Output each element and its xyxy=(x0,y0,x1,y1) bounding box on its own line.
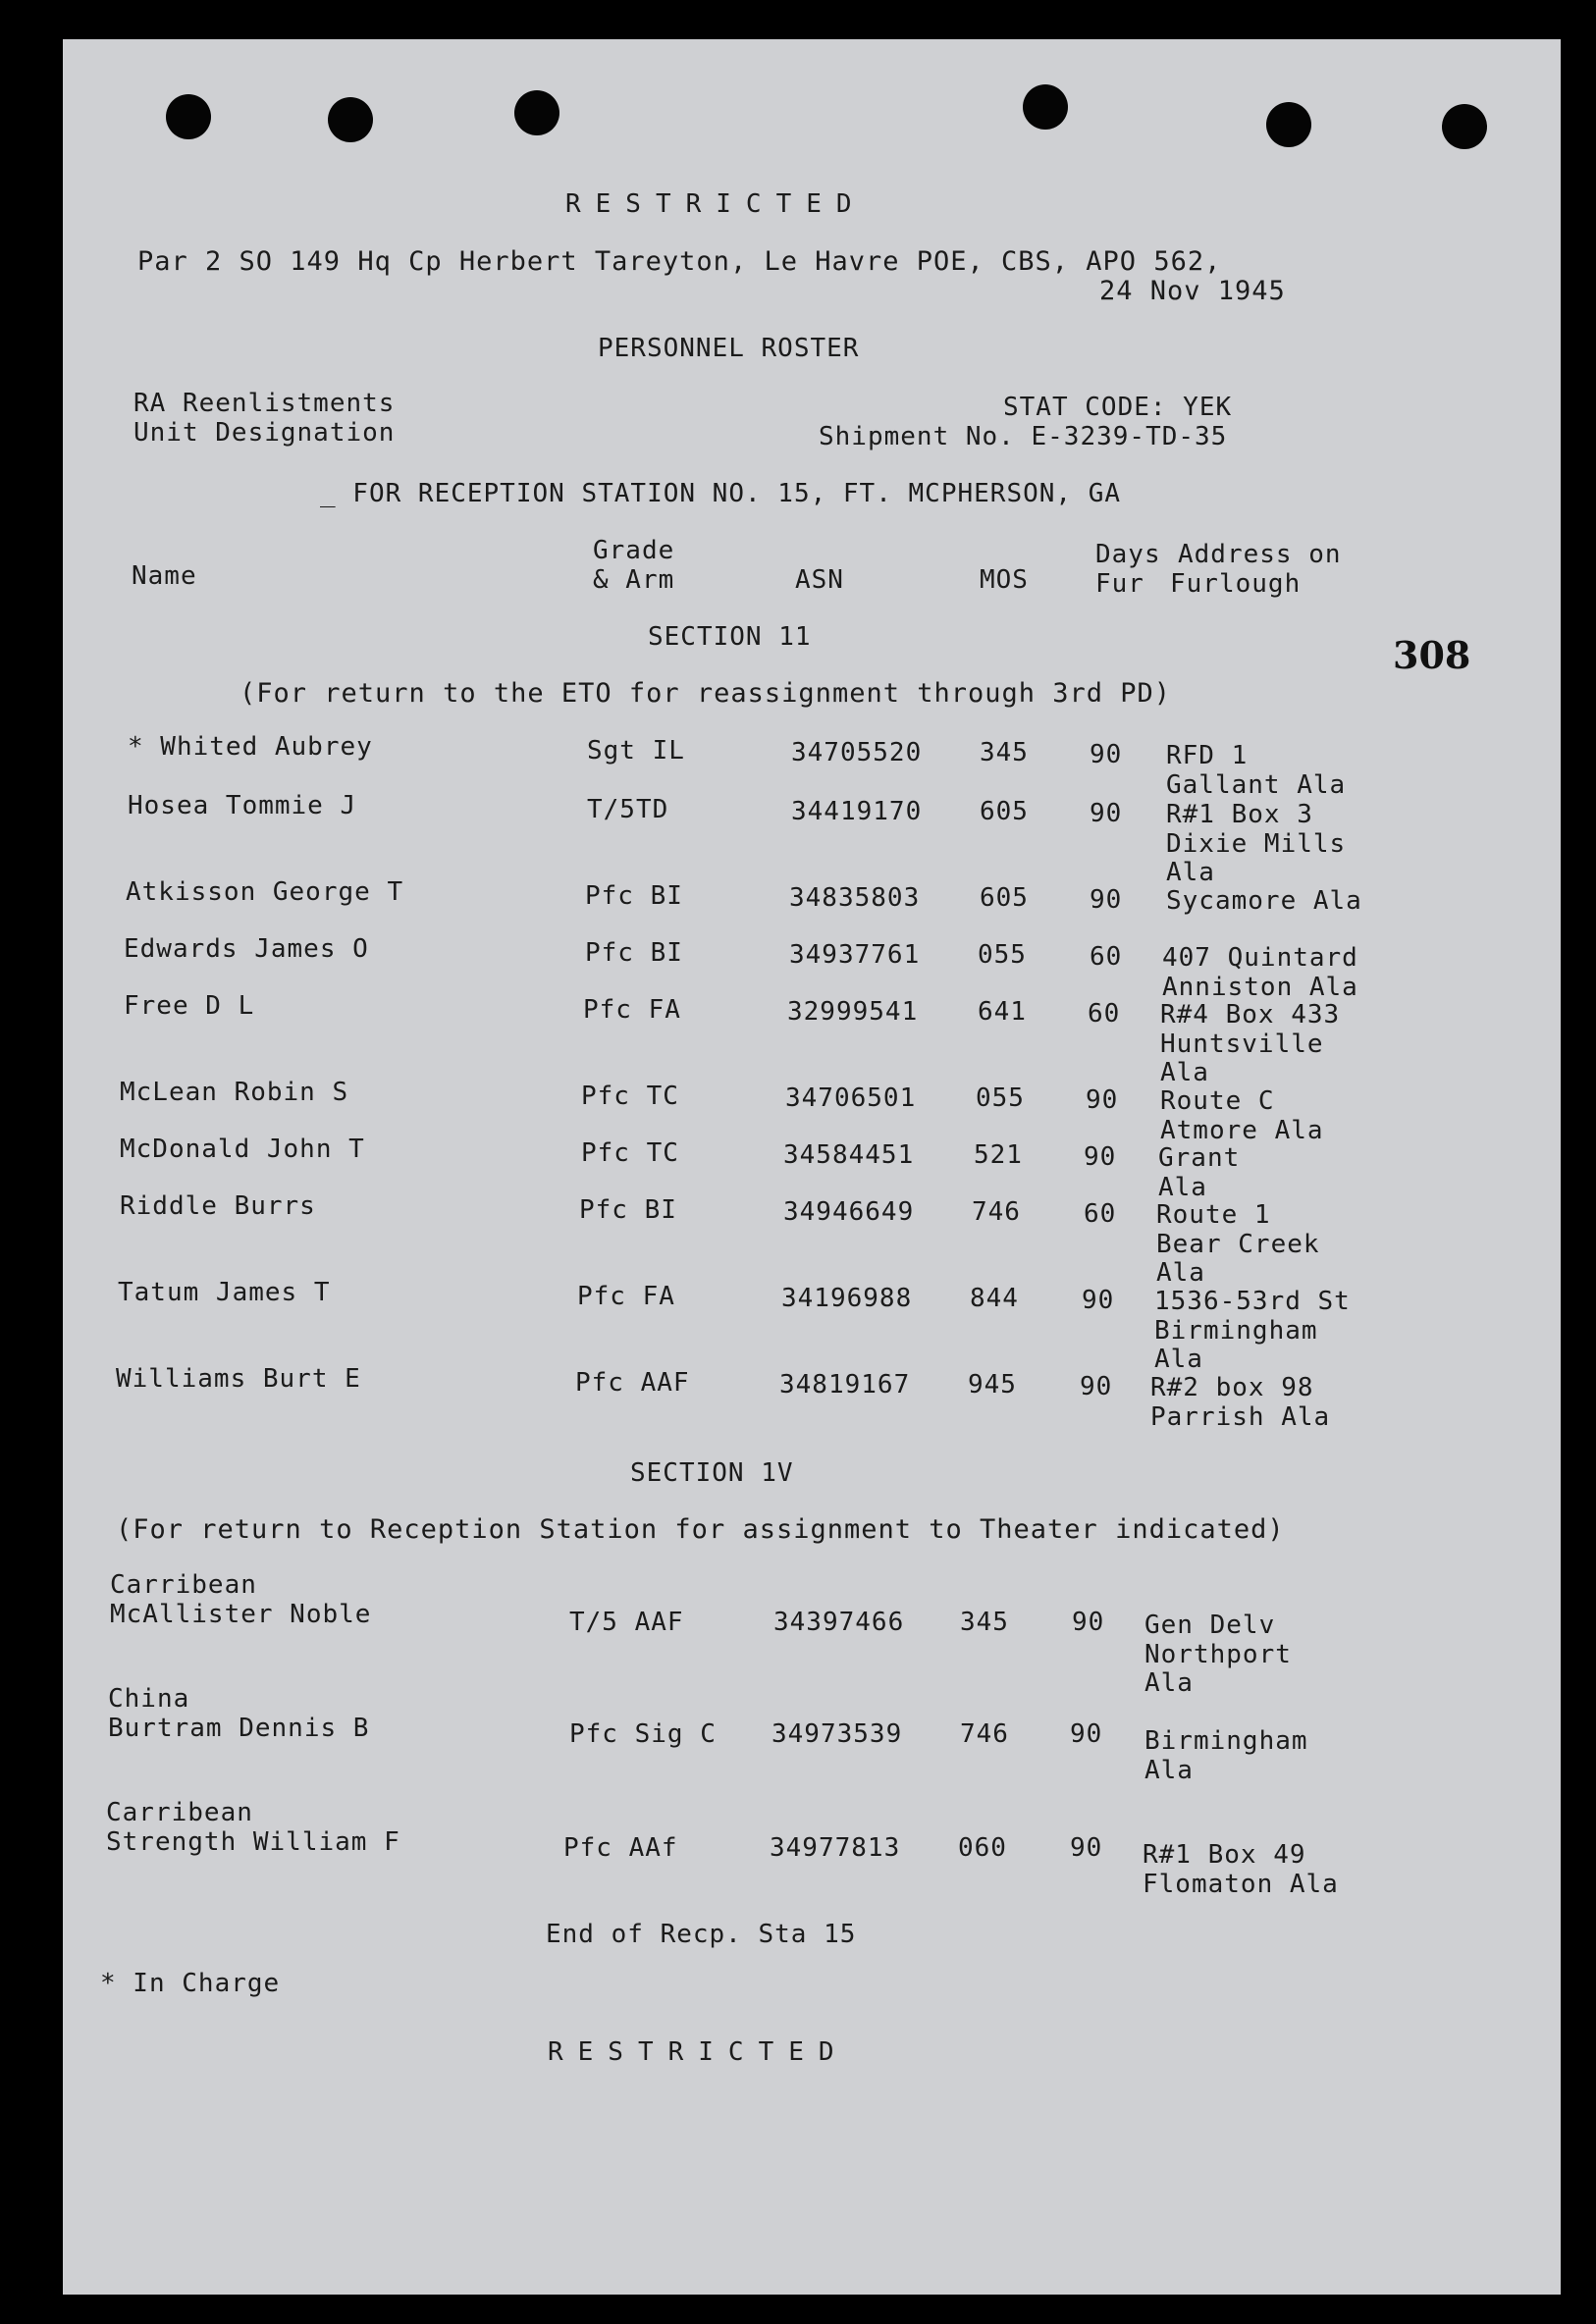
roster-name: McLean Robin S xyxy=(120,1078,349,1107)
roster-days: 60 xyxy=(1090,942,1123,972)
roster-address: Sycamore Ala xyxy=(1166,886,1362,916)
punch-hole xyxy=(1442,104,1487,149)
roster-days: 90 xyxy=(1086,1085,1119,1115)
roster-address: Gen Delv Northport Ala xyxy=(1144,1611,1292,1698)
roster-address: R#2 box 98 Parrish Ala xyxy=(1150,1373,1331,1432)
roster-days: 90 xyxy=(1090,885,1123,915)
roster-asn: 34419170 xyxy=(791,797,923,826)
roster-asn: 34835803 xyxy=(789,883,921,913)
restricted-header: RESTRICTED xyxy=(565,189,867,219)
punch-hole xyxy=(328,97,373,142)
section-note: (For return to Reception Station for assignment to Theater indicated) xyxy=(116,1514,1285,1545)
shipment-number: Shipment No. E-3239-TD-35 xyxy=(819,422,1228,451)
section-heading: SECTION 11 xyxy=(648,622,812,652)
roster-grade: Pfc FA xyxy=(583,995,681,1025)
roster-asn: 34819167 xyxy=(779,1370,911,1400)
roster-asn: 34584451 xyxy=(783,1140,915,1170)
roster-grade: Pfc TC xyxy=(581,1082,679,1111)
roster-address: Grant Ala xyxy=(1158,1143,1241,1202)
col-header-fur: Fur xyxy=(1095,569,1144,599)
section-note: (For return to the ETO for reassignment through 3rd PD) xyxy=(239,678,1172,709)
roster-mos: 605 xyxy=(980,883,1029,913)
roster-grade: Pfc AAF xyxy=(575,1368,690,1398)
roster-name: Edwards James O xyxy=(124,934,369,964)
roster-mos: 641 xyxy=(978,997,1027,1027)
destination-line: _ FOR RECEPTION STATION NO. 15, FT. MCPHERSON, GA xyxy=(320,479,1122,508)
roster-address: RFD 1 Gallant Ala xyxy=(1166,741,1347,800)
stat-code: STAT CODE: YEK xyxy=(1003,393,1233,422)
roster-days: 60 xyxy=(1084,1199,1117,1229)
document-page xyxy=(63,39,1561,2295)
roster-mos: 746 xyxy=(972,1197,1021,1227)
roster-grade: Pfc BI xyxy=(579,1195,677,1225)
roster-name: McAllister Noble xyxy=(110,1600,372,1629)
roster-asn: 34937761 xyxy=(789,940,921,970)
punch-hole xyxy=(166,94,211,139)
roster-days: 90 xyxy=(1082,1286,1115,1315)
roster-theater: Carribean xyxy=(110,1570,257,1600)
punch-hole xyxy=(1023,84,1068,130)
punch-hole xyxy=(514,90,559,135)
col-header-asn: ASN xyxy=(795,565,844,595)
col-header-name: Name xyxy=(132,561,197,591)
roster-grade: Pfc Sig C xyxy=(569,1719,717,1749)
roster-mos: 345 xyxy=(960,1608,1009,1637)
roster-address: 407 Quintard Anniston Ala xyxy=(1162,943,1358,1002)
roster-grade: T/5TD xyxy=(587,795,669,824)
roster-asn: 34946649 xyxy=(783,1197,915,1227)
roster-grade: Pfc FA xyxy=(577,1282,675,1311)
roster-name: Tatum James T xyxy=(118,1278,331,1307)
col-header-address: Address on xyxy=(1178,540,1342,569)
restricted-footer: RESTRICTED xyxy=(548,2037,849,2067)
roster-days: 90 xyxy=(1070,1719,1103,1749)
unit-reenlistments: RA Reenlistments xyxy=(133,389,396,418)
roster-asn: 34705520 xyxy=(791,738,923,767)
roster-asn: 34397466 xyxy=(773,1608,905,1637)
roster-name: McDonald John T xyxy=(120,1135,365,1164)
roster-asn: 34706501 xyxy=(785,1083,917,1113)
roster-theater: Carribean xyxy=(106,1798,253,1827)
roster-address: 1536-53rd St Birmingham Ala xyxy=(1154,1287,1351,1374)
roster-grade: Pfc TC xyxy=(581,1138,679,1168)
col-header-arm: & Arm xyxy=(593,565,675,595)
roster-address: R#1 Box 3 Dixie Mills Ala xyxy=(1166,800,1347,887)
roster-mos: 055 xyxy=(978,940,1027,970)
roster-address: Route 1 Bear Creek Ala xyxy=(1156,1200,1320,1288)
roster-grade: Sgt IL xyxy=(587,736,685,766)
roster-name: Burtram Dennis B xyxy=(108,1714,370,1743)
roster-asn: 34973539 xyxy=(771,1719,903,1749)
roster-mos: 945 xyxy=(968,1370,1017,1400)
page-number: 308 xyxy=(1393,633,1471,677)
roster-name: Atkisson George T xyxy=(126,877,404,907)
col-header-furlough: Furlough xyxy=(1170,569,1302,599)
roster-days: 90 xyxy=(1090,799,1123,828)
col-header-days: Days xyxy=(1095,540,1161,569)
roster-days: 90 xyxy=(1080,1372,1113,1401)
end-note: End of Recp. Sta 15 xyxy=(546,1920,857,1949)
section-heading: SECTION 1V xyxy=(630,1458,794,1488)
order-reference: Par 2 SO 149 Hq Cp Herbert Tareyton, Le Havre POE, CBS, APO 562, xyxy=(137,246,1222,277)
roster-mos: 055 xyxy=(976,1083,1025,1113)
in-charge-note: * In Charge xyxy=(100,1969,281,1998)
roster-mos: 060 xyxy=(958,1833,1007,1863)
col-header-mos: MOS xyxy=(980,565,1029,595)
roster-mos: 605 xyxy=(980,797,1029,826)
roster-address: Route C Atmore Ala xyxy=(1160,1086,1324,1145)
roster-asn: 32999541 xyxy=(787,997,919,1027)
unit-designation: Unit Designation xyxy=(133,418,396,448)
roster-days: 60 xyxy=(1088,999,1121,1029)
order-date: 24 Nov 1945 xyxy=(1099,276,1286,306)
roster-mos: 345 xyxy=(980,738,1029,767)
roster-name: Free D L xyxy=(124,991,255,1021)
col-header-grade: Grade xyxy=(593,536,675,565)
roster-name: Williams Burt E xyxy=(116,1364,361,1394)
roster-theater: China xyxy=(108,1684,190,1714)
roster-asn: 34196988 xyxy=(781,1284,913,1313)
roster-name: Strength William F xyxy=(106,1827,400,1857)
roster-mos: 521 xyxy=(974,1140,1023,1170)
roster-name: Hosea Tommie J xyxy=(128,791,357,820)
roster-address: Birmingham Ala xyxy=(1144,1726,1308,1785)
roster-name: Riddle Burrs xyxy=(120,1191,316,1221)
roster-name: * Whited Aubrey xyxy=(128,732,373,762)
document-title: PERSONNEL ROSTER xyxy=(598,334,860,363)
roster-asn: 34977813 xyxy=(770,1833,901,1863)
roster-grade: Pfc BI xyxy=(585,938,683,968)
roster-days: 90 xyxy=(1072,1608,1105,1637)
roster-days: 90 xyxy=(1070,1833,1103,1863)
roster-address: R#4 Box 433 Huntsville Ala xyxy=(1160,1000,1341,1087)
roster-grade: Pfc BI xyxy=(585,881,683,911)
roster-grade: T/5 AAF xyxy=(569,1608,684,1637)
roster-grade: Pfc AAf xyxy=(563,1833,678,1863)
roster-days: 90 xyxy=(1084,1142,1117,1172)
roster-mos: 844 xyxy=(970,1284,1019,1313)
roster-days: 90 xyxy=(1090,740,1123,769)
roster-mos: 746 xyxy=(960,1719,1009,1749)
roster-address: R#1 Box 49 Flomaton Ala xyxy=(1143,1840,1339,1899)
punch-hole xyxy=(1266,102,1311,147)
